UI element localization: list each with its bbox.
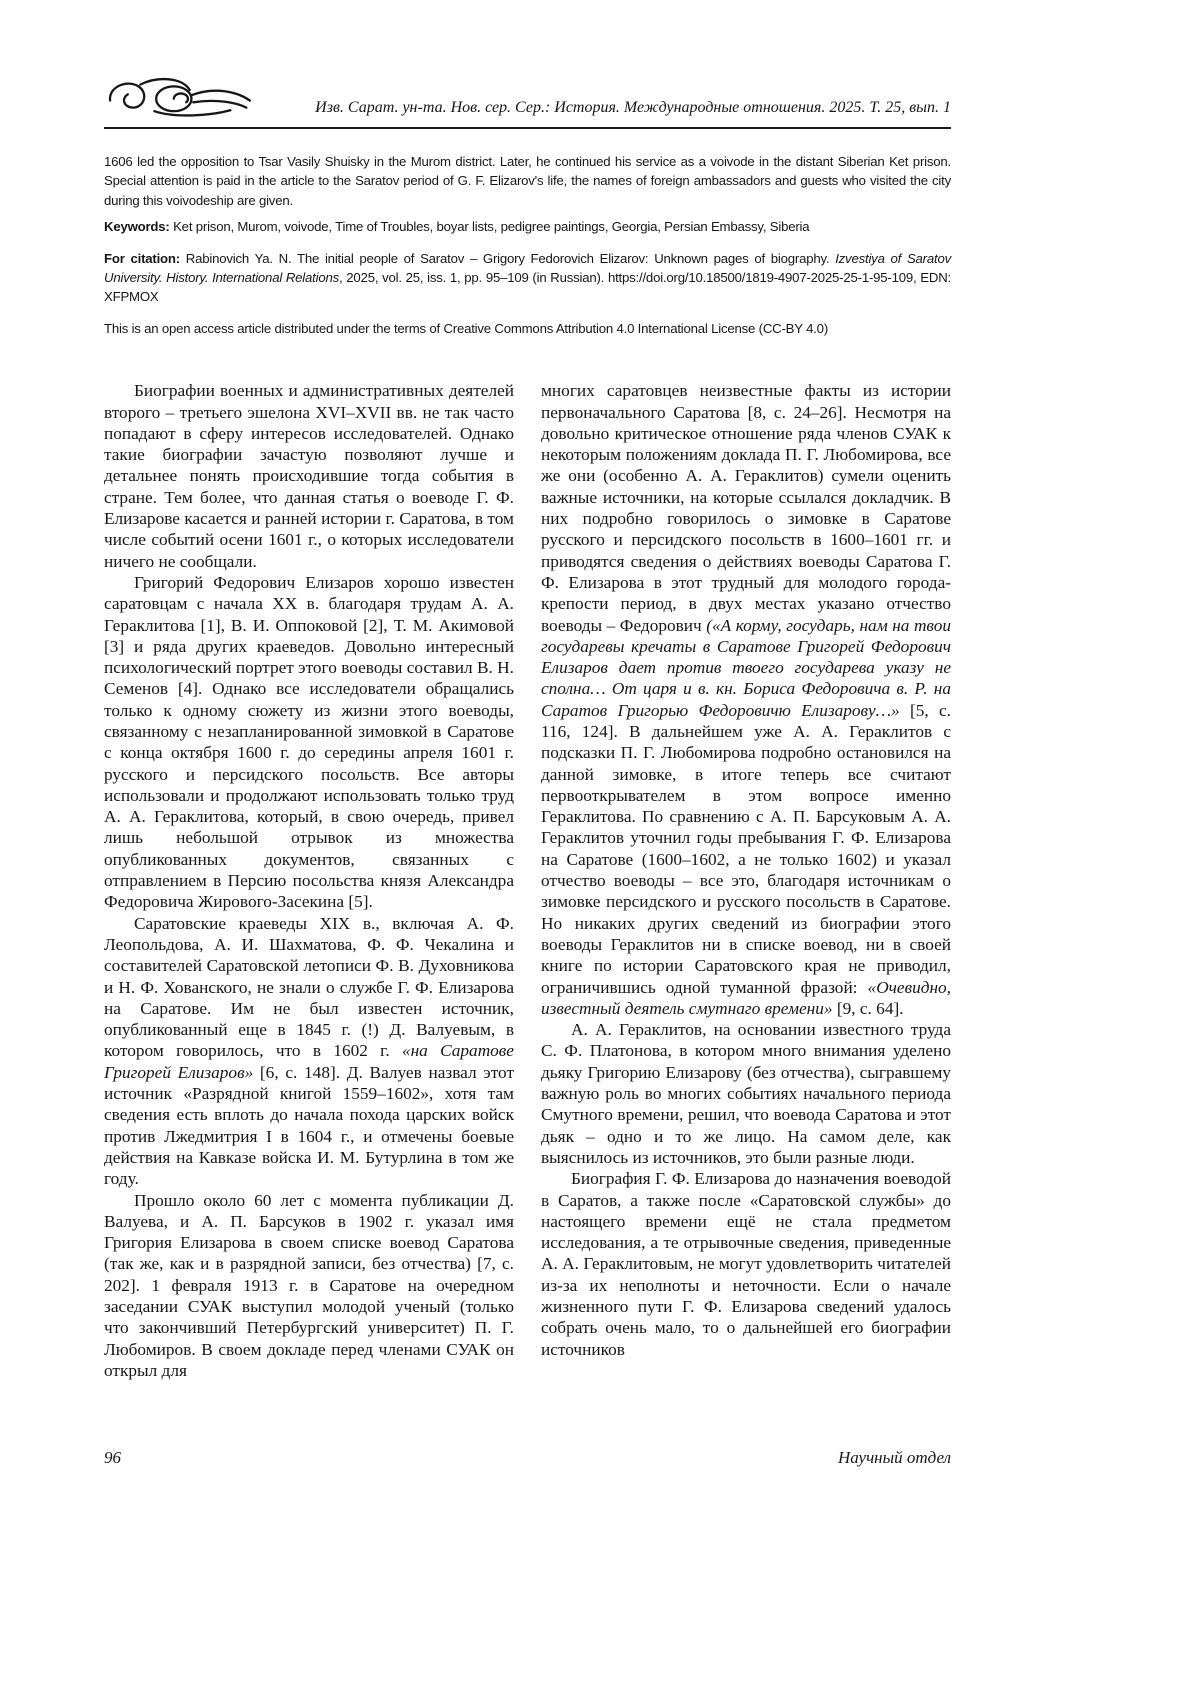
citation-journal-name: Izvestiya of Saratov University. History. International Relations bbox=[104, 250, 951, 286]
right-column bbox=[541, 380, 951, 1381]
paragraph-text: Саратовские краеведы XIX в., включая А. Ф. Леопольдова, А. И. Шахматова, Ф. Ф. Чекалина и составителей Саратовской летописи Ф. В. Духовникова и Н. Ф. Хованского, не знали о службе Г. Ф. Елизарова на Саратове. Им не был известен источник, опубликованный еще в 1845 г. (!) Д. Валуевым, в котором говорилось, что в 1602 г. bbox=[104, 913, 514, 1061]
paragraph bbox=[104, 913, 514, 1190]
paragraph bbox=[541, 1168, 951, 1360]
journal-title-line: Изв. Сарат. ун-та. Нов. сер. Сер.: История. Международные отношения. 2025. Т. 25, вып. 1 bbox=[315, 98, 951, 116]
left-column bbox=[104, 380, 514, 1381]
abstract-text: 1606 led the opposition to Tsar Vasily Shuisky in the Murom district. Later, he continued his service as a voivode in the distant Siberian Ket prison. Special attention is paid in the article to the Saratov period of G. F. Elizarov's life, the names of foreign ambassadors and guests who visited the city during this voivodeship are given. bbox=[104, 154, 951, 208]
front-matter bbox=[104, 152, 951, 338]
citation-text-before: Rabinovich Ya. N. The initial people of Saratov – Grigory Fedorovich Elizarov: Unknown pages of biography. bbox=[179, 250, 836, 266]
journal-ornament-icon bbox=[104, 74, 256, 120]
paragraph-text: Прошло около 60 лет с момента публикации Д. Валуева, и А. П. Барсуков в 1902 г. указал имя Григория Елизарова в своем списке воевод Саратова (так же, как и в разрядной записи, без отчества) [7, с. 202]. 1 февраля 1913 г. в Саратове на очередном заседании СУАК выступил молодой ученый (только что закончивший Петербургский университет) П. Г. Любомиров. В своем докладе перед членами СУАК он открыл для bbox=[104, 1190, 514, 1380]
citation-line bbox=[104, 249, 951, 307]
page-number: 96 bbox=[104, 1448, 121, 1467]
quoted-source-text: «на Саратове Григорей Елизаров» bbox=[104, 1041, 514, 1082]
paragraph-text: А. А. Гераклитов, на основании известного труда С. Ф. Платонова, в котором много внимания уделено дьяку Григорию Елизарову (без отчества), сыгравшему важную роль во многих событиях начального периода Смутного времени, решил, что воевода Саратова и этот дьяк – одно и то же лицо. На самом деле, как выяснилось из источников, это были разные люди. bbox=[541, 1020, 951, 1167]
footer-section-label: Научный отдел bbox=[837, 1448, 951, 1467]
paragraph bbox=[104, 380, 514, 572]
page-header bbox=[104, 74, 951, 129]
citation-text-after: , 2025, vol. 25, iss. 1, pp. 95–109 (in Russian). https://doi.org/10.18500/1819-4907-2025-25-1-95-109, EDN: XFPMOX bbox=[104, 270, 951, 305]
quoted-source-text: «Очевидно, известный деятель смутнаго времени» bbox=[541, 977, 951, 1018]
paragraph bbox=[541, 380, 951, 1019]
quoted-source-text: («А корму, государь, нам на твои государевы кречаты в Саратове Григорей Федорович Елизаров дает против твоего государева указу не сполна… От царя и в. кн. Бориса Федоровича в. Р. на Саратов Григорью Федоровичю Елизарову…» bbox=[541, 615, 951, 720]
paragraph bbox=[104, 1190, 514, 1382]
license-note: This is an open access article distributed under the terms of Creative Commons Attribution 4.0 International License (CC-BY 4.0) bbox=[104, 320, 829, 336]
page-footer bbox=[104, 1448, 951, 1468]
paragraph-text: [9, с. 64]. bbox=[832, 998, 904, 1018]
paragraph bbox=[541, 1019, 951, 1168]
citation-label: For citation: bbox=[104, 250, 180, 266]
paragraph-text: Биографии военных и административных деятелей второго – третьего эшелона XVI–XVII вв. не так часто попадают в сферу интересов исследователей. Однако такие биографии зачастую позволяют лучше и детальнее понять происходившие тогда события в стране. Тем более, что данная статья о воеводе Г. Ф. Елизарове касается и ранней истории г. Саратова, в том числе событий осени 1601 г., о которых исследователи ничего не сообщали. bbox=[104, 381, 514, 571]
keywords-label: Keywords: bbox=[104, 219, 170, 235]
paragraph bbox=[104, 572, 514, 913]
paragraph-text: [6, с. 148]. Д. Валуев назвал этот источник «Разрядной книгой 1559–1602», хотя там сведения есть вплоть до начала похода царских войск против Лжедмитрия I в 1604 г., и отмечены боевые действия на Кавказе войска И. М. Бутурлина в том же году. bbox=[104, 1062, 514, 1189]
paragraph-text: Биография Г. Ф. Елизарова до назначения воеводой в Саратов, а также после «Саратовской службы» до настоящего времени ещё не стала предметом исследования, а те отрывочные сведения, приведенные А. А. Гераклитовым, не могут удовлетворить читателей из-за их неполноты и неточности. Если о начале жизненного пути Г. Ф. Елизарова сведений удалось собрать очень мало, то о дальнейшей его биографии источников bbox=[541, 1169, 951, 1359]
paragraph-text: [5, с. 116, 124]. В дальнейшем уже А. А. Гераклитов с подсказки П. Г. Любомирова подробно остановился на данной зимовке, в итоге теперь все считают первооткрывателем в этом вопросе именно Гераклитова. По сравнению с А. П. Барсуковым А. А. Гераклитов уточнил годы пребывания Г. Ф. Елизарова на Саратове (1600–1602, а не только 1602) и указал отчество воеводы – все это, благодаря источникам о зимовке персидского и русского посольств в Саратове. Но никаких других сведений из биографии этого воеводы Гераклитов ни в списке воевод, ни в своей книге по истории Саратовского края не приводил, ограничившись одной туманной фразой: bbox=[541, 700, 951, 997]
keywords-line bbox=[104, 217, 951, 236]
paragraph-text: Григорий Федорович Елизаров хорошо известен саратовцам с начала XX в. благодаря трудам А. А. Гераклитова [1], В. И. Оппоковой [2], Т. М. Акимовой [3] и ряда других краеведов. Довольно интересный психологический портрет этого воеводы составил В. Н. Семенов [4]. Однако все исследователи обращались только к одному сюжету из жизни этого воеводы, связанному с незапланированной зимовкой в Саратове с конца октября 1600 г. до середины апреля 1601 г. русского и персидского посольств. Все авторы использовали и продолжают использовать только труд А. А. Гераклитова, который, в свою очередь, привел лишь небольшой отрывок из множества опубликованных документов, связанных с отправлением в Персию посольства князя Александра Федоровича Жирового-Засекина [5]. bbox=[104, 572, 514, 912]
paragraph-text: многих саратовцев неизвестные факты из истории первоначального Саратова [8, с. 24–26]. Несмотря на довольно критическое отношение ряда членов СУАК к некоторым положениям доклада П. Г. Любомирова, все же они (особенно А. А. Гераклитов) сумели оценить важные источники, на которые ссылался докладчик. В них подробно говорилось о зимовке в Саратове русского и персидского посольств в 1600–1601 гг. и приводятся сведения о действиях воеводы Саратова Г. Ф. Елизарова в этот трудный для молодого города-крепости период, в двух местах указано отчество воеводы – Федорович bbox=[541, 381, 951, 635]
article-body bbox=[104, 380, 951, 1381]
keywords-text: Ket prison, Murom, voivode, Time of Troubles, boyar lists, pedigree paintings, Georgia, Persian Embassy, Siberia bbox=[169, 219, 810, 235]
